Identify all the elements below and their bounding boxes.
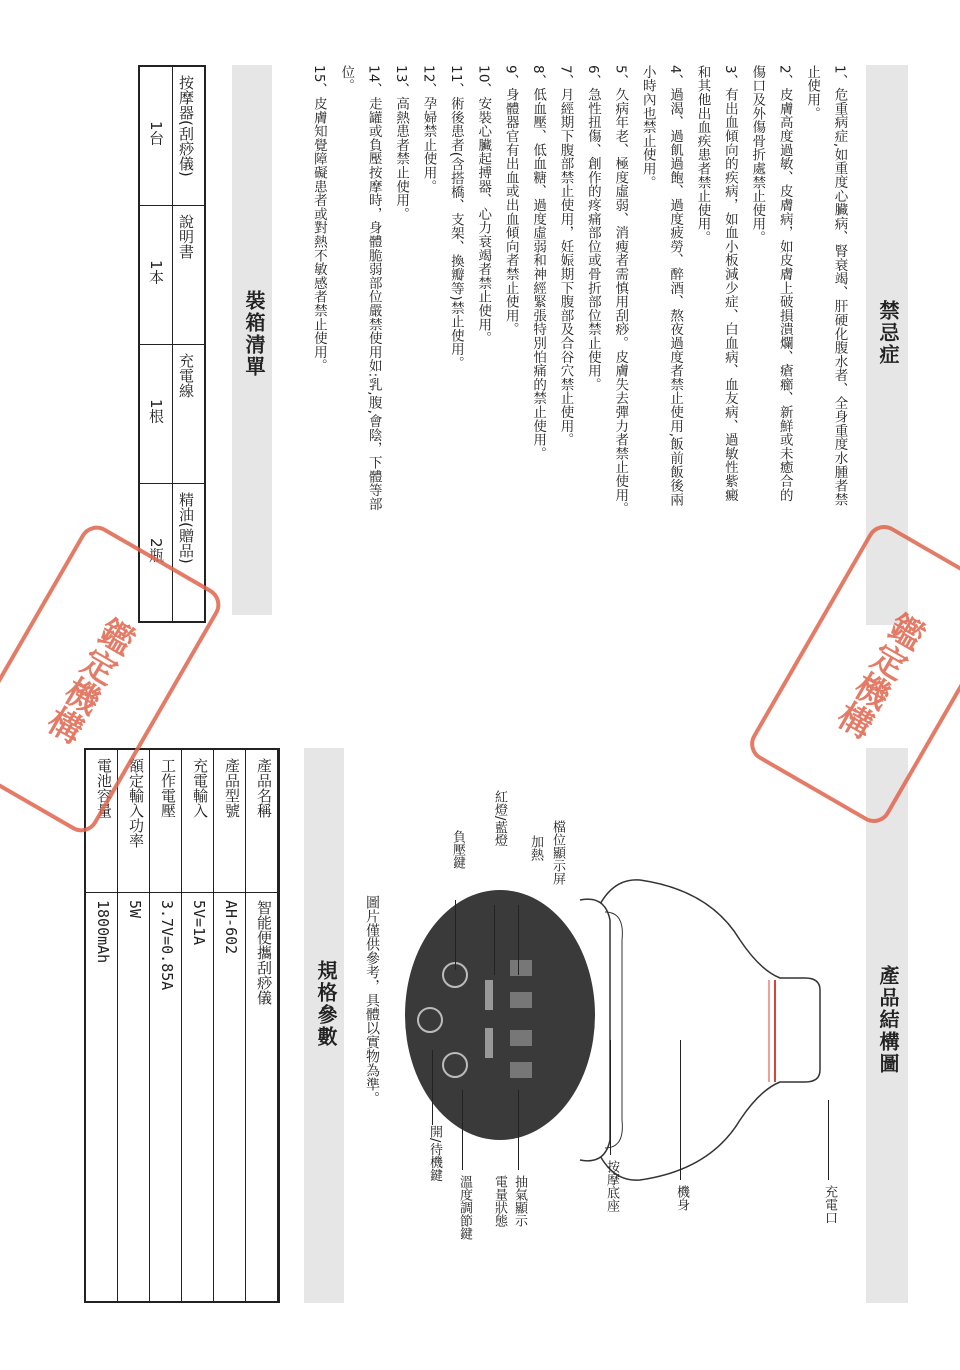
spec-key: 額定輸入功率 bbox=[127, 758, 145, 848]
contraindication-line: 11、術後患者(含搭橋、支架、換瓣等)禁止使用。 bbox=[447, 65, 464, 370]
contraindication-line: 6、急性扭傷、創作的疼痛部位或骨折部位禁止使用。 bbox=[584, 65, 601, 392]
contraindication-line: 1、危重病症,如重度心臟病、腎衰竭、肝硬化腹水者、全身重度水腫者禁 bbox=[831, 65, 848, 507]
callout-power-key: 開/待機鍵 bbox=[427, 1125, 442, 1182]
spec-key: 工作電壓 bbox=[159, 758, 177, 818]
packing-item-qty: 1台 bbox=[147, 120, 165, 146]
contraindication-line: 位。 bbox=[338, 65, 355, 93]
packing-item-name: 充電線 bbox=[177, 353, 195, 398]
spec-key: 充電輸入 bbox=[191, 758, 209, 818]
contraindication-line: 9、身體器官有出血或出血傾向者禁止使用。 bbox=[502, 65, 519, 337]
contraindication-line: 止使用。 bbox=[804, 65, 821, 121]
callout-massage-base: 按摩底座 bbox=[604, 1160, 619, 1212]
packing-item-qty: 1本 bbox=[147, 259, 165, 285]
contraindications-title: 禁忌症 bbox=[876, 300, 900, 366]
spec-table bbox=[84, 748, 280, 1303]
packing-item bbox=[140, 67, 204, 206]
device-cup bbox=[580, 880, 820, 1180]
spec-row bbox=[214, 750, 246, 1301]
control-panel bbox=[405, 890, 595, 1140]
spec-key: 產品型號 bbox=[223, 758, 241, 818]
contraindication-line: 3、有出血傾向的疾病，如血小板減少症、白血病、血友病、過敏性紫癜 bbox=[721, 65, 738, 502]
callout-red-blue-light: 紅燈/藍燈 bbox=[492, 790, 507, 847]
specs-title: 規格參數 bbox=[314, 960, 338, 1048]
spec-row bbox=[246, 750, 278, 1301]
contraindication-line: 7、月經期下腹部禁止使用，妊娠期下腹部及合谷穴禁止使用。 bbox=[557, 65, 574, 447]
packing-table bbox=[138, 65, 206, 623]
spec-key: 產品名稱 bbox=[255, 758, 273, 818]
packing-item-qty: 1根 bbox=[147, 398, 165, 424]
contraindication-line: 4、過渴、過飢過飽、過度疲勞、醉酒、熬夜過度者禁止使用,飯前飯後兩 bbox=[667, 65, 684, 507]
spec-row bbox=[182, 750, 214, 1301]
contraindication-line: 10、安裝心臟起搏器、心力衰竭者禁止使用。 bbox=[475, 65, 492, 345]
contraindication-line: 13、高熱患者禁止使用。 bbox=[393, 65, 410, 221]
certification-stamp-top: 鑑定機構 bbox=[744, 518, 960, 829]
spec-value: 智能便攜刮痧儀 bbox=[255, 900, 273, 1005]
structure-title: 產品結構圖 bbox=[876, 965, 900, 1075]
callout-level-display: 檔位顯示屏 bbox=[550, 820, 565, 885]
contraindication-line: 2、皮膚高度過敏、皮膚病，如皮膚上破損潰爛、瘡癤、新鮮或未癒合的 bbox=[776, 65, 793, 502]
callout-charge-port: 充電口 bbox=[822, 1185, 837, 1224]
packing-item-name: 說明書 bbox=[177, 214, 195, 259]
spec-row bbox=[86, 750, 118, 1301]
spec-value: 5W bbox=[126, 900, 144, 919]
spec-row bbox=[118, 750, 150, 1301]
spec-row bbox=[150, 750, 182, 1301]
spec-key: 電池容量 bbox=[95, 758, 113, 818]
packing-item-qty: 2瓶 bbox=[147, 537, 165, 563]
callout-temp-key: 溫度調節鍵 bbox=[457, 1175, 472, 1240]
contraindication-line: 小時內也禁止使用。 bbox=[639, 65, 656, 190]
spec-value: 3.7V=0.85A bbox=[158, 900, 176, 991]
callout-body: 機身 bbox=[674, 1185, 689, 1211]
contraindication-line: 8、低血壓、低血糖、過度虛弱和神經緊張特別怕痛的禁止使用。 bbox=[530, 65, 547, 461]
contraindication-line: 14、走罐或負壓按摩時，身體脆弱部位嚴禁使用如:乳,腹,會陰，下體等部 bbox=[365, 65, 382, 511]
callout-heating: 加熱 bbox=[528, 835, 543, 861]
packing-item-name: 按摩器(刮痧儀) bbox=[177, 75, 195, 177]
contraindication-line: 5、久病年老、極度虛弱、消瘦者需慎用刮痧。皮膚失去彈力者禁止使用。 bbox=[612, 65, 629, 516]
certification-stamp-bottom: 鑑定機構 bbox=[0, 519, 227, 839]
packing-item bbox=[140, 206, 204, 345]
callout-negative-pressure-key: 負壓鍵 bbox=[450, 830, 465, 869]
spec-value: AH-602 bbox=[222, 900, 240, 955]
spec-value: 1800mAh bbox=[94, 900, 112, 964]
contraindication-line: 傷口及外傷骨折處禁止使用。 bbox=[749, 65, 766, 245]
callout-battery-status: 電量狀態 bbox=[492, 1175, 507, 1227]
packing-title: 裝箱清單 bbox=[242, 290, 266, 378]
contraindication-line: 12、孕婦禁止使用。 bbox=[420, 65, 437, 194]
contraindication-line: 15、皮膚知覺障礙患者或對熱不敏感者禁止使用。 bbox=[310, 65, 327, 373]
packing-item-name: 精油(贈品) bbox=[177, 492, 195, 564]
spec-value: 5V=1A bbox=[190, 900, 208, 946]
contraindication-line: 和其他出血疾患者禁止使用。 bbox=[694, 65, 711, 245]
callout-suction-display: 抽氣顯示 bbox=[512, 1175, 527, 1227]
structure-note: 圖片僅供參考，具體以實物為準。 bbox=[364, 895, 380, 1105]
packing-item bbox=[140, 345, 204, 484]
